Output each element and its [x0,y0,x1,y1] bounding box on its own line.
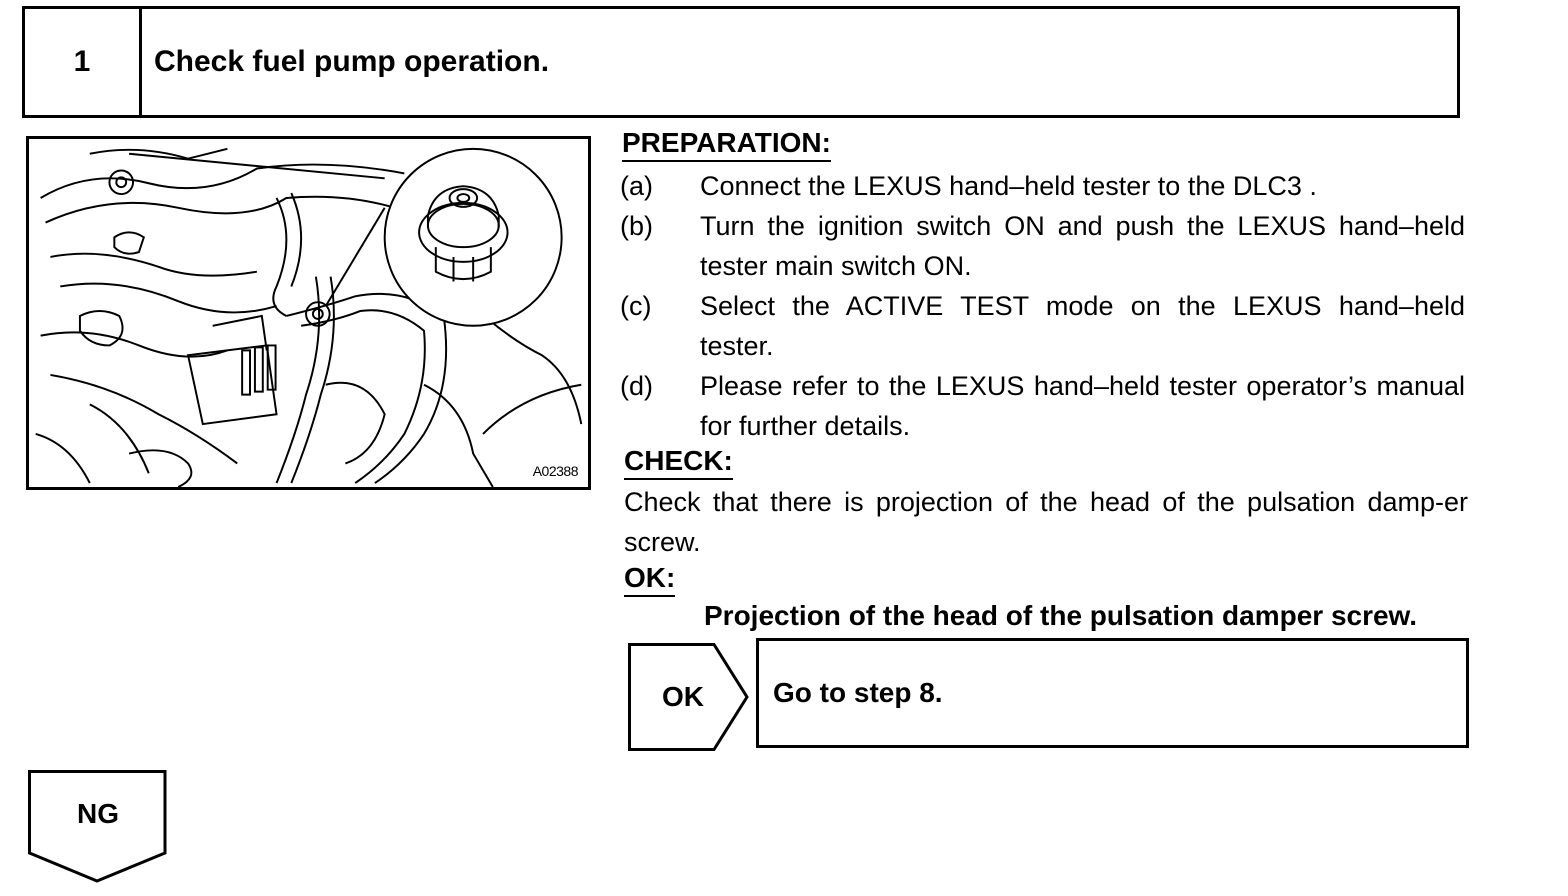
step-text: Turn the ignition switch ON and push the LEXUS hand–held tester main switch ON. [700,211,1465,281]
ng-tag-label: NG [77,798,119,829]
step-title: Check fuel pump operation. [154,45,550,78]
engine-pulsation-damper-icon [29,139,588,487]
ok-heading: OK: [624,563,675,597]
check-text: Check that there is projection of the head of the pulsation damp-er screw. [624,487,1468,557]
figure-id-label: A02388 [532,463,578,479]
ok-action: Go to step 8. [756,638,1469,748]
step-label: (b) [620,211,653,241]
step-number: 1 [25,9,142,115]
step-header [22,6,1460,118]
step-text: Select the ACTIVE TEST mode on the LEXUS hand–held tester. [700,291,1465,361]
step-text: Connect the LEXUS hand–held tester to the DLC3 . [700,171,1317,201]
ok-criterion: Projection of the head of the pulsation damper screw. [704,600,1418,631]
engine-illustration [26,136,591,490]
step-label: (c) [620,291,652,321]
step-label: (a) [620,171,653,201]
check-heading: CHECK: [624,446,733,480]
step-text: Please refer to the LEXUS hand–held tester operator’s manual for further details. [700,371,1465,441]
ng-tag [28,770,168,884]
step-label: (d) [620,371,653,401]
ok-tag [628,643,750,751]
ok-tag-label: OK [662,681,704,712]
preparation-heading: PREPARATION: [622,128,831,162]
